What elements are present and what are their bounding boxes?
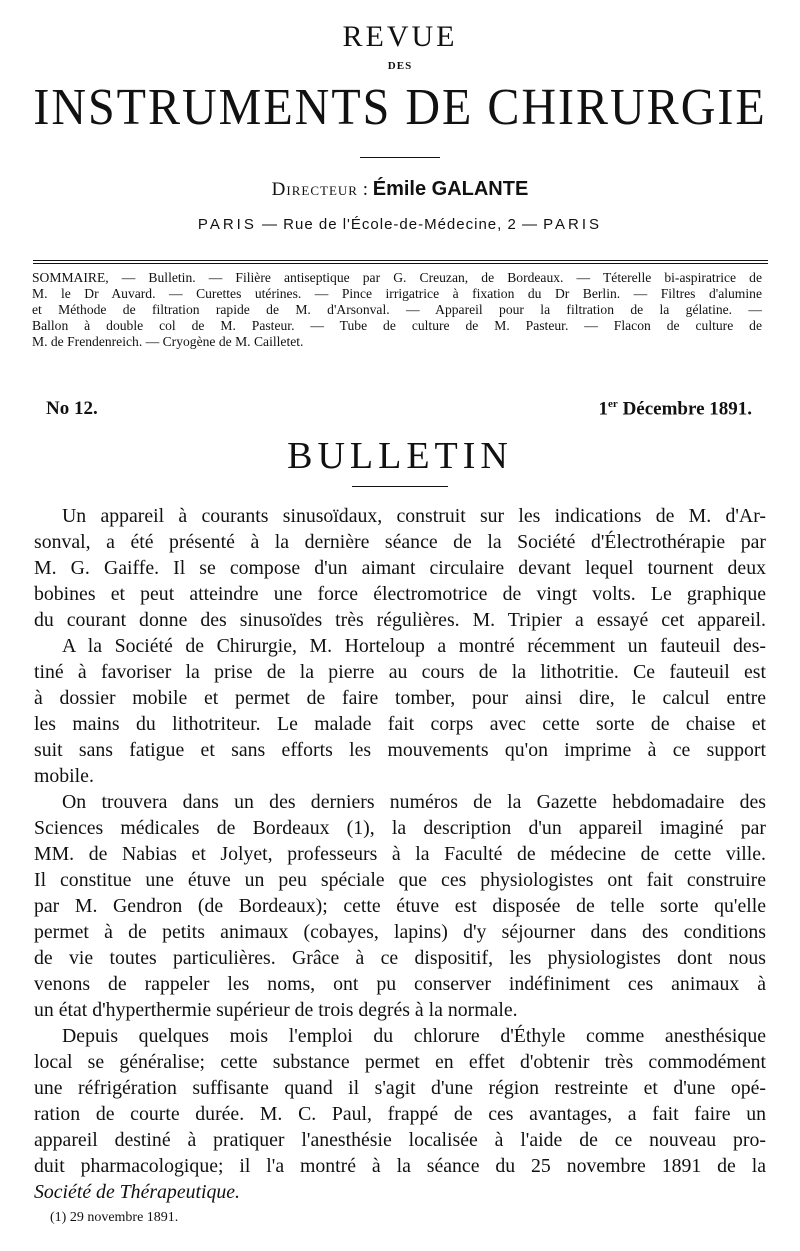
summary-line: Ballon à double col de M. Pasteur. — Tube de culture de M. Pasteur. — Flacon de culture de (32, 318, 762, 333)
address-city-right: PARIS (543, 216, 603, 233)
body-line: sonval, a été présenté à la dernière séance de la Société d'Électrothérapie par (34, 531, 766, 553)
director-line (0, 178, 800, 201)
body-line: appareil destiné à pratiquer l'anesthésie localisée à l'aide de ce nouveau pro- (34, 1129, 766, 1151)
summary-line: et Méthode de filtration rapide de M. d'Arsonval. — Appareil pour la filtration de la gélatine. — (32, 302, 762, 317)
body-line: du courant donne des sinusoïdes très régulières. M. Tripier a essayé cet appareil. (34, 609, 766, 631)
body-line: MM. de Nabias et Jolyet, professeurs à la Faculté de médecine de cette ville. (34, 843, 766, 865)
body-line: permet à de petits animaux (cobayes, lapins) d'y séjourner dans des conditions (34, 921, 766, 943)
body-line: M. G. Gaiffe. Il se compose d'un aimant circulaire devant lequel tournent deux (34, 557, 766, 579)
summary-line: M. le Dr Auvard. — Curettes utérines. — Pince irrigatrice à fixation du Dr Berlin. — Filtres d'alumine (32, 286, 762, 301)
body-line: suit sans fatigue et sans efforts les mouvements qu'on imprime à ce support (34, 739, 766, 761)
table-of-contents (32, 270, 762, 350)
body-line: un état d'hyperthermie supérieur de trois degrés à la normale. (34, 999, 518, 1021)
issue-number: No 12. (46, 398, 98, 419)
body-line: bobines et peut atteindre une force électromotrice de vingt volts. Le graphique (34, 583, 766, 605)
footnote: (1) 29 novembre 1891. (50, 1210, 179, 1225)
body-line: venons de rappeler les noms, ont pu conserver indéfiniment ces animaux à (34, 973, 766, 995)
body-line: duit pharmacologique; il l'a montré à la séance du 25 novembre 1891 de la (34, 1155, 766, 1177)
journal-title: INSTRUMENTS DE CHIRURGIE (33, 78, 767, 137)
body-line: à dossier mobile et permet de faire tomber, pour ainsi dire, le calcul entre (34, 687, 766, 709)
body-line: les mains du lithotriteur. Le malade fait corps avec cette sorte de chaise et (34, 713, 766, 735)
director-label: Directeur (271, 179, 358, 200)
body-line: On trouvera dans un des derniers numéros de la Gazette hebdomadaire des (62, 791, 766, 813)
summary-line: M. de Frendenreich. — Cryogène de M. Cailletet. (32, 334, 304, 349)
address-street: — Rue de l'École-de-Médecine, 2 — (256, 216, 544, 233)
body-line: A la Société de Chirurgie, M. Horteloup a montré récemment un fauteuil des- (62, 635, 766, 657)
issue-date-rest: Décembre 1891. (617, 398, 752, 420)
issue-date-day: 1 (598, 398, 609, 420)
body-line: de vie toutes particulières. Grâce à ce dispositif, les physiologistes dont nous (34, 947, 766, 969)
director-separator: : (357, 179, 373, 200)
masthead-revue: REVUE (342, 20, 458, 53)
section-title: BULLETIN (287, 435, 513, 477)
issue-date (599, 398, 752, 420)
body-line: tiné à favoriser la prise de la pierre au cours de la lithotritie. Ce fauteuil est (34, 661, 766, 683)
director-name: Émile GALANTE (372, 178, 529, 200)
summary-line: SOMMAIRE, — Bulletin. — Filière antiseptique par G. Creuzan, de Bordeaux. — Téterelle bi-aspiratrice de (32, 270, 762, 285)
address-city-left: PARIS (197, 216, 257, 233)
body-line: Il constitue une étuve un peu spéciale que ces physiologistes ont fait construire (34, 869, 766, 891)
address-line (0, 216, 800, 233)
summary-top-rule-thin (33, 263, 768, 264)
body-line: local se généralise; cette substance permet en effet d'obtenir très commodément (34, 1051, 766, 1073)
section-divider (352, 486, 448, 487)
title-divider (360, 157, 440, 158)
body-line: Sciences médicales de Bordeaux (1), la description d'un appareil imaginé par (34, 817, 766, 839)
body-line: une réfrigération suffisante quand il s'agit d'une région restreinte et d'une opé- (34, 1077, 766, 1099)
body-line: Société de Thérapeutique. (34, 1181, 240, 1203)
body-line: ration de courte durée. M. C. Paul, frappé de ces avantages, a fait faire un (34, 1103, 766, 1125)
body-line: mobile. (34, 765, 94, 787)
body-line: Un appareil à courants sinusoïdaux, construit sur les indications de M. d'Ar- (62, 505, 766, 527)
issue-date-superscript: er (608, 398, 618, 410)
body-line: par M. Gendron (de Bordeaux); cette étuve est disposée de telle sorte qu'elle (34, 895, 766, 917)
masthead-des: DES (387, 60, 413, 72)
body-line: Depuis quelques mois l'emploi du chlorure d'Éthyle comme anesthésique (62, 1025, 766, 1047)
summary-top-rule (33, 260, 768, 261)
article-body (34, 503, 766, 1205)
